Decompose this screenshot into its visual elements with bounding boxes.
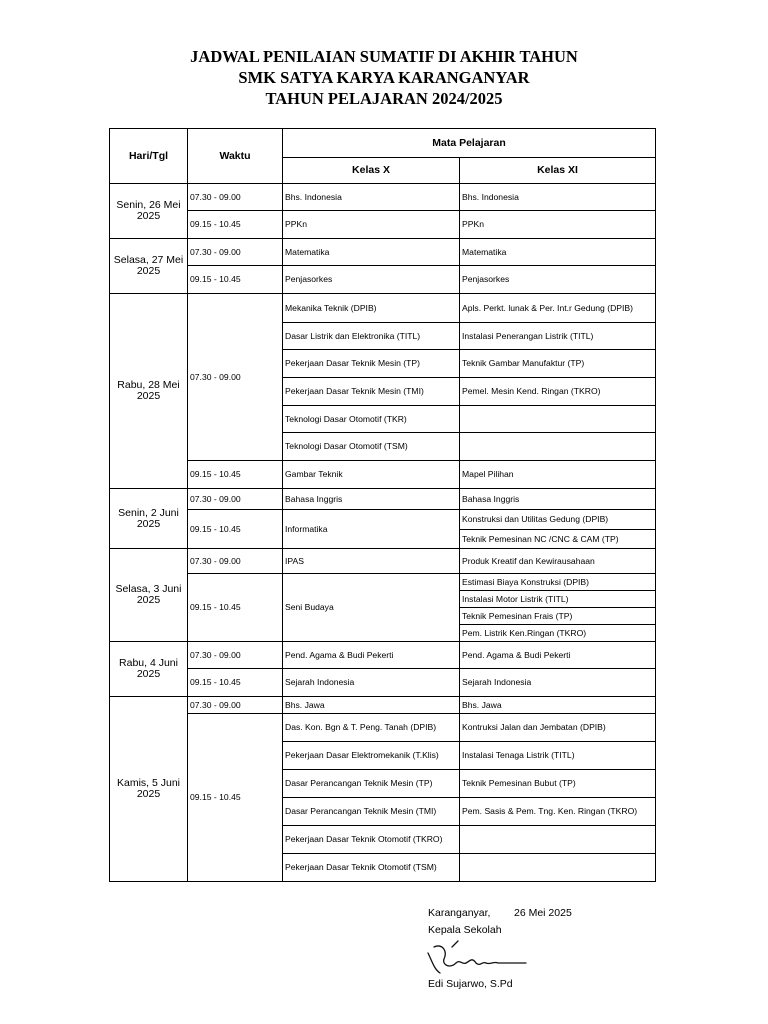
time-cell: 09.15 - 10.45: [188, 461, 283, 489]
class-x-cell: Dasar Perancangan Teknik Mesin (TP): [283, 770, 460, 798]
class-xi-cell: Pem. Listrik Ken.Ringan (TKRO): [460, 625, 656, 642]
class-xi-cell: Bahasa Inggris: [460, 489, 656, 510]
time-cell: 09.15 - 10.45: [188, 574, 283, 642]
class-xi-cell: Pem. Sasis & Pem. Tng. Ken. Ringan (TKRO): [460, 798, 656, 826]
table-row: [110, 211, 656, 239]
signature-place: Karanganyar,: [428, 907, 491, 919]
table-row: [110, 714, 656, 742]
class-xi-cell: Kontruksi Jalan dan Jembatan (DPIB): [460, 714, 656, 742]
class-xi-cell: Pend. Agama & Budi Pekerti: [460, 642, 656, 669]
time-cell: 07.30 - 09.00: [188, 184, 283, 211]
signature-block: [428, 905, 572, 990]
handwritten-signature: [422, 939, 534, 979]
class-xi-cell: Bhs. Indonesia: [460, 184, 656, 211]
class-xi-cell: Matematika: [460, 239, 656, 266]
class-x-cell: Seni Budaya: [283, 574, 460, 642]
class-x-cell: IPAS: [283, 549, 460, 574]
class-x-cell: Pekerjaan Dasar Teknik Mesin (TP): [283, 350, 460, 378]
class-x-cell: Das. Kon. Bgn & T. Peng. Tanah (DPIB): [283, 714, 460, 742]
table-row: [110, 574, 656, 591]
class-xi-cell: Pemel. Mesin Kend. Ringan (TKRO): [460, 378, 656, 406]
class-xi-cell: Estimasi Biaya Konstruksi (DPIB): [460, 574, 656, 591]
class-x-cell: Bhs. Indonesia: [283, 184, 460, 211]
day-cell: Rabu, 28 Mei 2025: [110, 294, 188, 489]
class-xi-cell: Sejarah Indonesia: [460, 669, 656, 697]
header-time: Waktu: [188, 129, 283, 184]
title-line-2: SMK SATYA KARYA KARANGANYAR: [238, 68, 530, 87]
class-x-cell: Gambar Teknik: [283, 461, 460, 489]
schedule-table: [109, 128, 656, 882]
header-class-x: Kelas X: [283, 158, 460, 184]
table-row: [110, 510, 656, 530]
class-x-cell: Pekerjaan Dasar Teknik Otomotif (TKRO): [283, 826, 460, 854]
time-cell: 07.30 - 09.00: [188, 489, 283, 510]
class-x-cell: PPKn: [283, 211, 460, 239]
title-line-3: TAHUN PELAJARAN 2024/2025: [265, 89, 503, 108]
class-x-cell: Pekerjaan Dasar Teknik Otomotif (TSM): [283, 854, 460, 882]
class-x-cell: Penjasorkes: [283, 266, 460, 294]
table-row: [110, 294, 656, 323]
class-xi-cell: Teknik Pemesinan NC /CNC & CAM (TP): [460, 530, 656, 549]
class-xi-cell: [460, 854, 656, 882]
class-x-cell: Bhs. Jawa: [283, 697, 460, 714]
class-xi-cell: Instalasi Penerangan Listrik (TITL): [460, 323, 656, 350]
class-x-cell: Bahasa Inggris: [283, 489, 460, 510]
table-row: [110, 184, 656, 211]
table-row: [110, 461, 656, 489]
signature-date: 26 Mei 2025: [514, 907, 572, 919]
class-x-cell: Dasar Perancangan Teknik Mesin (TMI): [283, 798, 460, 826]
class-x-cell: Teknologi Dasar Otomotif (TSM): [283, 433, 460, 461]
table-row: [110, 489, 656, 510]
class-x-cell: Teknologi Dasar Otomotif (TKR): [283, 406, 460, 433]
class-xi-cell: Apls. Perkt. lunak & Per. Int.r Gedung (DPIB): [460, 294, 656, 323]
class-xi-cell: Penjasorkes: [460, 266, 656, 294]
table-row: [110, 669, 656, 697]
time-cell: 09.15 - 10.45: [188, 266, 283, 294]
table-row: [110, 642, 656, 669]
class-xi-cell: PPKn: [460, 211, 656, 239]
day-cell: Selasa, 3 Juni 2025: [110, 549, 188, 642]
document-title-block: [0, 46, 768, 109]
time-cell: 07.30 - 09.00: [188, 239, 283, 266]
table-row: [110, 239, 656, 266]
place-date-line: [428, 905, 572, 922]
class-x-cell: Pend. Agama & Budi Pekerti: [283, 642, 460, 669]
class-x-cell: Sejarah Indonesia: [283, 669, 460, 697]
class-x-cell: Informatika: [283, 510, 460, 549]
day-cell: Senin, 2 Juni 2025: [110, 489, 188, 549]
header-class-xi: Kelas XI: [460, 158, 656, 184]
class-xi-cell: Konstruksi dan Utilitas Gedung (DPIB): [460, 510, 656, 530]
class-xi-cell: Produk Kreatif dan Kewirausahaan: [460, 549, 656, 574]
table-row: [110, 266, 656, 294]
class-x-cell: Matematika: [283, 239, 460, 266]
class-xi-cell: Teknik Gambar Manufaktur (TP): [460, 350, 656, 378]
table-row: [110, 549, 656, 574]
class-xi-cell: Instalasi Motor Listrik (TITL): [460, 591, 656, 608]
class-xi-cell: [460, 433, 656, 461]
class-x-cell: Dasar Listrik dan Elektronika (TITL): [283, 323, 460, 350]
header-day: Hari/Tgl: [110, 129, 188, 184]
class-xi-cell: [460, 826, 656, 854]
class-xi-cell: Instalasi Tenaga Listrik (TITL): [460, 742, 656, 770]
day-cell: Kamis, 5 Juni 2025: [110, 697, 188, 882]
class-xi-cell: [460, 406, 656, 433]
class-x-cell: Pekerjaan Dasar Teknik Mesin (TMI): [283, 378, 460, 406]
class-xi-cell: Teknik Pemesinan Frais (TP): [460, 608, 656, 625]
header-subject: Mata Pelajaran: [283, 129, 656, 158]
day-cell: Selasa, 27 Mei 2025: [110, 239, 188, 294]
class-xi-cell: Teknik Pemesinan Bubut (TP): [460, 770, 656, 798]
time-cell: 07.30 - 09.00: [188, 642, 283, 669]
class-xi-cell: Mapel Pilihan: [460, 461, 656, 489]
class-x-cell: Pekerjaan Dasar Elektromekanik (T.Klis): [283, 742, 460, 770]
class-xi-cell: Bhs. Jawa: [460, 697, 656, 714]
day-cell: Senin, 26 Mei 2025: [110, 184, 188, 239]
time-cell: 07.30 - 09.00: [188, 549, 283, 574]
time-cell: 09.15 - 10.45: [188, 510, 283, 549]
day-cell: Rabu, 4 Juni 2025: [110, 642, 188, 697]
title-line-1: JADWAL PENILAIAN SUMATIF DI AKHIR TAHUN: [190, 47, 578, 66]
signature-name: Edi Sujarwo, S.Pd: [428, 978, 513, 990]
time-cell: 09.15 - 10.45: [188, 714, 283, 882]
time-cell: 07.30 - 09.00: [188, 294, 283, 461]
table-row: [110, 697, 656, 714]
time-cell: 07.30 - 09.00: [188, 697, 283, 714]
time-cell: 09.15 - 10.45: [188, 669, 283, 697]
class-x-cell: Mekanika Teknik (DPIB): [283, 294, 460, 323]
signature-role: Kepala Sekolah: [428, 924, 502, 936]
time-cell: 09.15 - 10.45: [188, 211, 283, 239]
